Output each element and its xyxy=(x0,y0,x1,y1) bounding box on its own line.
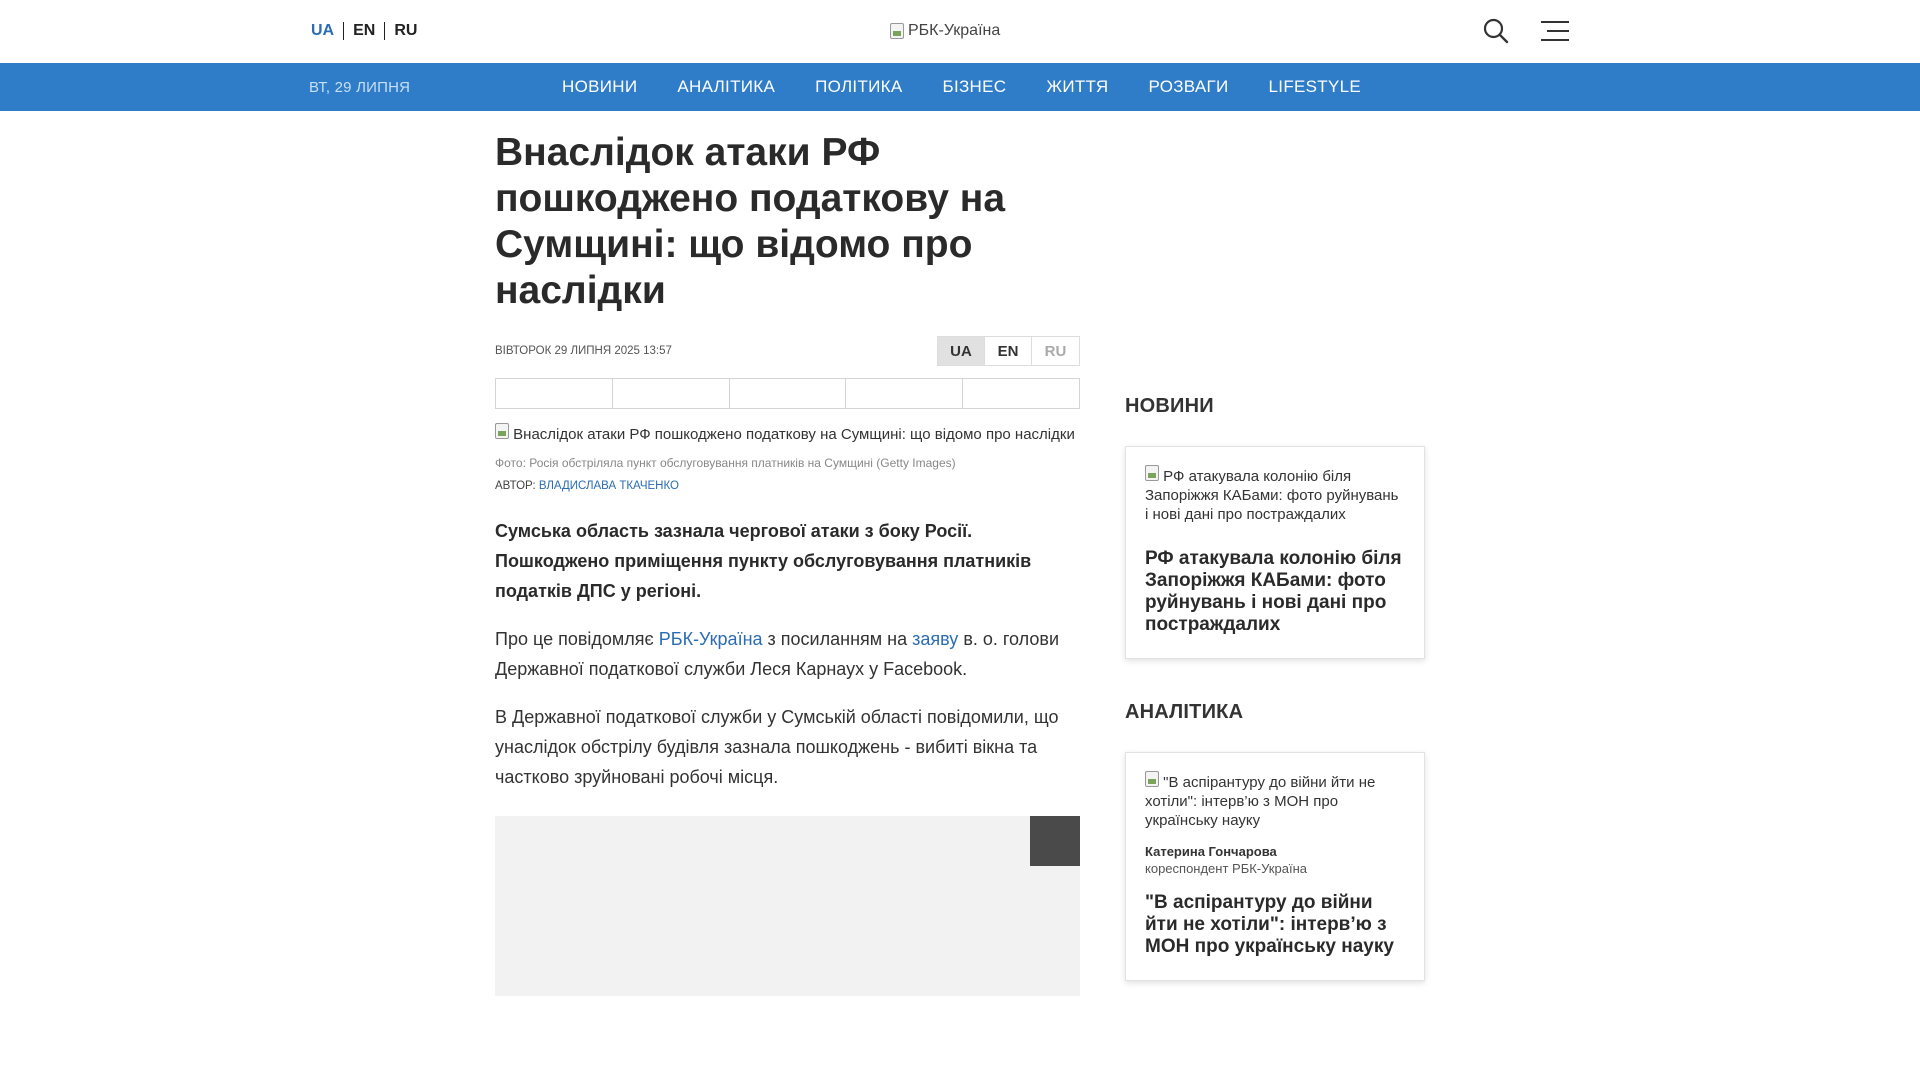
analytics-card[interactable] xyxy=(1125,752,1425,981)
article-lang-en[interactable]: EN xyxy=(985,337,1032,365)
sidebar xyxy=(1125,395,1425,981)
paragraph-text: Про це повідомляє xyxy=(495,629,654,649)
search-icon[interactable] xyxy=(1482,17,1510,45)
top-header xyxy=(0,0,1920,63)
article-language-switcher xyxy=(937,336,1080,366)
photo-alt-text: Внаслідок атаки РФ пошкоджено податкову на Сумщині: що відомо про наслідки xyxy=(513,426,1075,443)
article-meta xyxy=(495,336,1080,366)
author-link[interactable]: ВЛАДИСЛАВА ТКАЧЕНКО xyxy=(538,480,679,492)
logo-alt-text: РБК-Україна xyxy=(908,22,1001,39)
article xyxy=(495,130,1080,996)
share-button[interactable] xyxy=(846,378,963,409)
article-lead: Сумська область зазнала чергової атаки з боку Росії. Пошкоджено приміщення пункту обслуговування платників податків ДПС у регіоні. xyxy=(495,521,1032,601)
lang-en[interactable]: EN xyxy=(353,22,376,39)
share-buttons xyxy=(495,378,1080,409)
nav-item-life[interactable]: ЖИТТЯ xyxy=(1046,77,1109,96)
statement-link[interactable]: заяву xyxy=(912,629,959,649)
broken-image-icon xyxy=(890,23,904,39)
share-button[interactable] xyxy=(613,378,730,409)
share-button[interactable] xyxy=(963,378,1080,409)
news-card-image[interactable] xyxy=(1145,465,1405,524)
news-section-title[interactable]: НОВИНИ xyxy=(1125,395,1214,417)
broken-image-icon xyxy=(1145,465,1159,481)
share-button[interactable] xyxy=(730,378,847,409)
analytics-section-title[interactable]: АНАЛІТИКА xyxy=(1125,701,1244,723)
article-headline: Внаслідок атаки РФ пошкоджено податкову на Сумщині: що відомо про наслідки xyxy=(495,131,1006,312)
article-author xyxy=(495,480,1080,492)
analytics-card-image[interactable] xyxy=(1145,771,1405,830)
article-paragraph xyxy=(495,624,1080,684)
author-label: АВТОР: xyxy=(495,480,536,492)
paragraph-text: в. о. голови Державної податкової служби Леся Карнаух у Facebook. xyxy=(495,629,1060,679)
site-logo[interactable] xyxy=(890,22,1000,40)
embedded-media xyxy=(495,816,1080,996)
broken-image-icon xyxy=(1145,771,1159,787)
lang-ua[interactable]: UA xyxy=(311,22,335,39)
share-button[interactable] xyxy=(495,378,613,409)
paragraph-text: з посиланням на xyxy=(767,629,908,649)
language-switcher xyxy=(311,22,426,40)
nav-items xyxy=(562,63,1401,111)
publish-date: ВІВТОРОК 29 ЛИПНЯ 2025 13:57 xyxy=(495,345,672,357)
news-card-title[interactable]: РФ атакувала колонію біля Запоріжжя КАБами: фото руйнувань і нові дані про постраждалих xyxy=(1145,548,1402,635)
analytics-card-author-role: кореспондент РБК-Україна xyxy=(1145,861,1307,876)
hamburger-menu-icon[interactable] xyxy=(1540,19,1570,43)
source-link[interactable]: РБК-Україна xyxy=(658,629,763,649)
article-paragraph: В Державної податкової служби у Сумській області повідомили, що унаслідок обстрілу будівля зазнала пошкоджень - вибиті вікна та частково зруйновані робочі місця. xyxy=(495,707,1059,787)
news-card[interactable] xyxy=(1125,446,1425,659)
photo-caption: Фото: Росія обстріляла пункт обслуговування платників на Сумщині (Getty Images) xyxy=(495,456,956,470)
article-lang-ru[interactable]: RU xyxy=(1044,342,1067,360)
lang-ru[interactable]: RU xyxy=(394,22,418,39)
article-lang-ua[interactable]: UA xyxy=(938,337,985,365)
current-date: ВТ, 29 ЛИПНЯ xyxy=(309,79,411,96)
broken-image-icon xyxy=(495,423,509,439)
nav-item-lifestyle[interactable]: LIFESTYLE xyxy=(1268,77,1362,96)
image-alt-text: РФ атакувала колонію біля Запоріжжя КАБами: фото руйнувань і нові дані про постраждалих xyxy=(1145,468,1399,523)
nav-item-entertainment[interactable]: РОЗВАГИ xyxy=(1148,77,1229,96)
article-main-photo xyxy=(495,423,1080,444)
nav-item-business[interactable]: БІЗНЕС xyxy=(942,77,1007,96)
analytics-card-title[interactable]: "В аспірантуру до війни йти не хотіли": інтерв’ю з МОН про українську науку xyxy=(1145,892,1394,957)
main-navigation xyxy=(0,63,1920,111)
nav-item-news[interactable]: НОВИНИ xyxy=(562,77,638,96)
media-control-button[interactable] xyxy=(1030,816,1080,866)
nav-item-analytics[interactable]: АНАЛІТИКА xyxy=(677,77,776,96)
image-alt-text: "В аспірантуру до війни йти не хотіли": інтерв’ю з МОН про українську науку xyxy=(1145,774,1376,829)
analytics-card-author: Катерина Гончарова xyxy=(1145,844,1277,859)
nav-item-politics[interactable]: ПОЛІТИКА xyxy=(815,77,903,96)
